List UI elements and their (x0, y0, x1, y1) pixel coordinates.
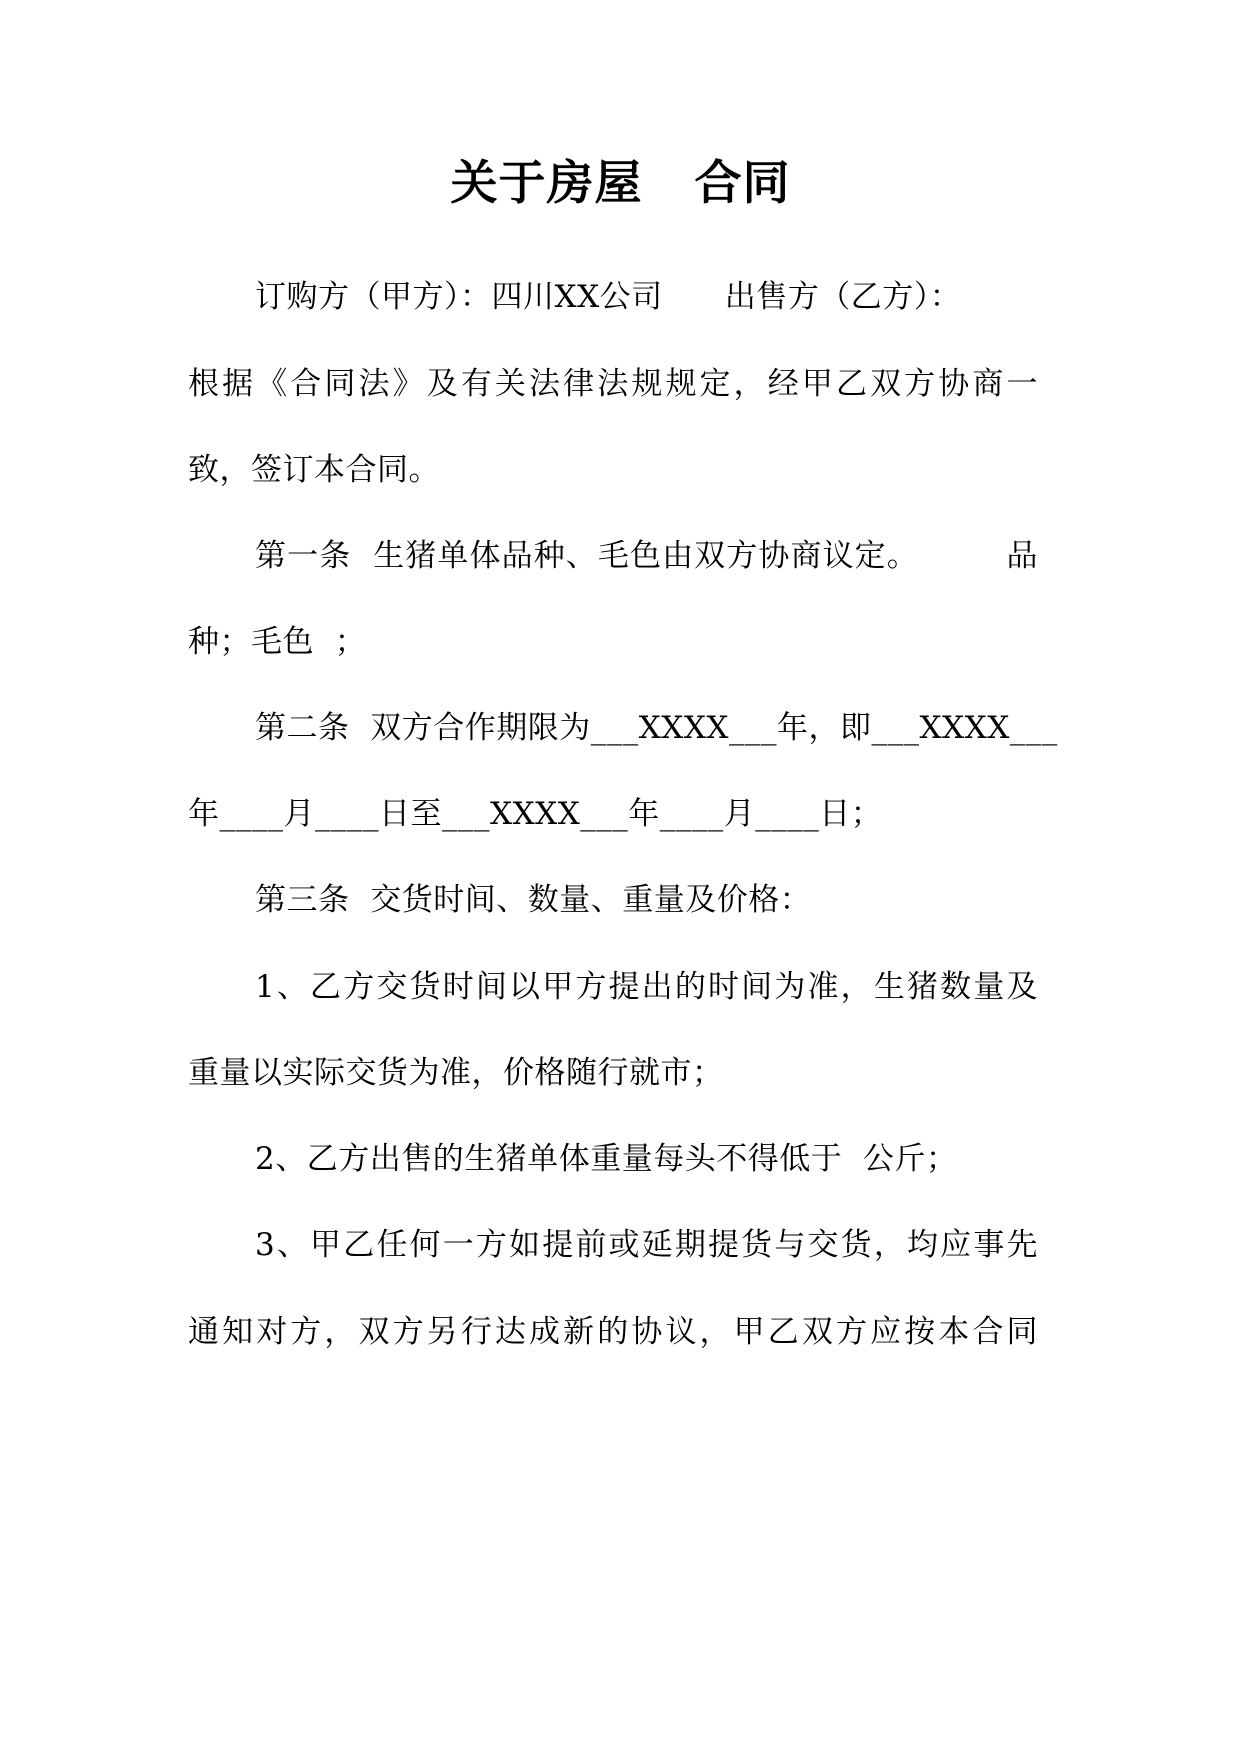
article-2-line-2: 年____月____日至___XXXX___年____月____日； (188, 796, 883, 832)
clause-1-line-1: 1、乙方交货时间以甲方提出的时间为准，生猪数量及 (255, 969, 1038, 1005)
party-line: 订购方（甲方）：四川XX公司 出售方（乙方）： (255, 279, 962, 315)
document-title: 关于房屋 合同 (450, 156, 791, 211)
article-3-heading: 第三条 交货时间、数量、重量及价格： (255, 882, 812, 918)
clause-3-line-2: 通知对方，双方另行达成新的协议，甲乙双方应按本合同 (188, 1314, 1038, 1350)
preamble-line-1: 根据《合同法》及有关法律法规规定，经甲乙双方协商一 (188, 366, 1038, 402)
clause-1-line-2: 重量以实际交货为准，价格随行就市； (188, 1055, 724, 1091)
clause-2-line: 2、乙方出售的生猪单体重量每头不得低于 公斤； (255, 1141, 958, 1177)
preamble-line-2: 致，签订本合同。 (188, 452, 440, 488)
article-1-line-1: 第一条 生猪单体品种、毛色由双方协商议定。 品 (255, 538, 1038, 574)
article-2-line-1: 第二条 双方合作期限为___XXXX___年，即___XXXX___ (255, 710, 1058, 746)
article-1-line-2: 种；毛色 ； (188, 624, 367, 660)
clause-3-line-1: 3、甲乙任何一方如提前或延期提货与交货，均应事先 (255, 1227, 1038, 1263)
